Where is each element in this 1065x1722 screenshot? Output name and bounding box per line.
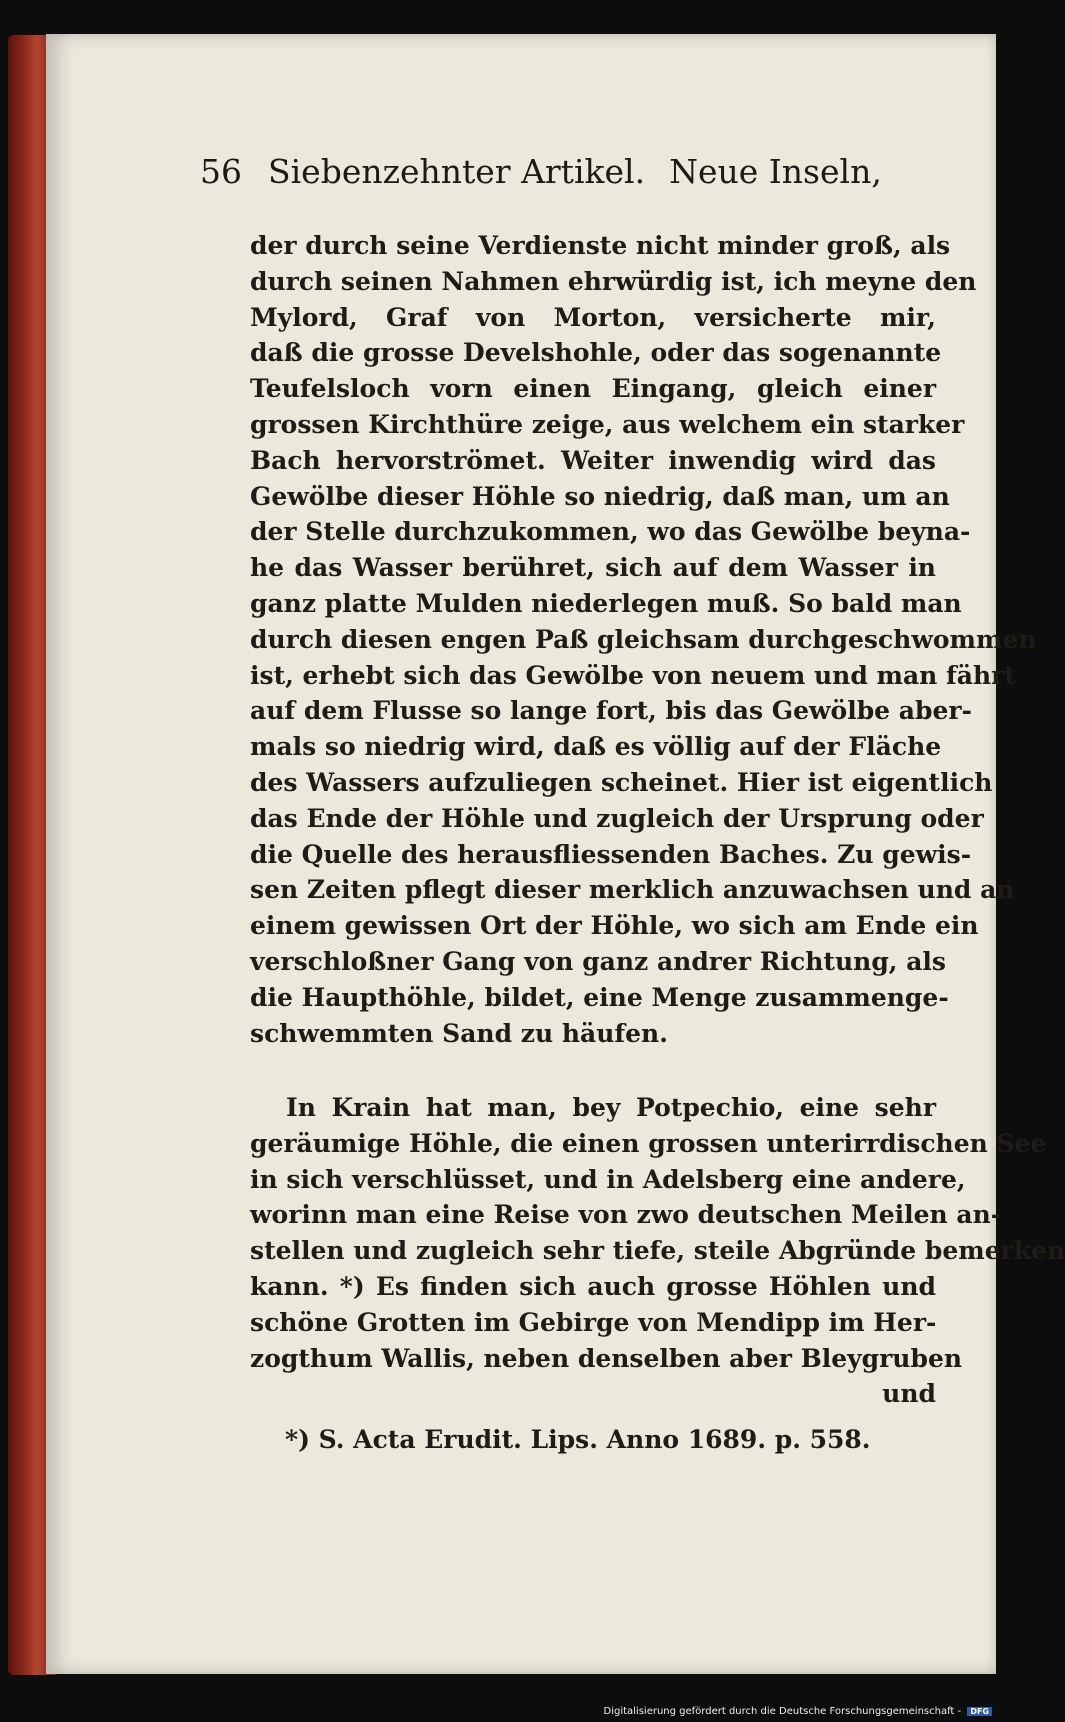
text-line: worinn man eine Reise von zwo deutschen Meilen an- xyxy=(250,1200,1002,1230)
running-title: Siebenzehnter Artikel. xyxy=(268,152,646,191)
text-line: des Wassers aufzuliegen scheinet. Hier ist eigentlich xyxy=(250,767,993,797)
text-line: zogthum Wallis, neben denselben aber Bleygruben xyxy=(250,1343,963,1373)
catchword: und xyxy=(882,1379,936,1409)
text-line: Gewölbe dieser Höhle so niedrig, daß man, um an xyxy=(250,481,950,511)
text-line: durch seinen Nahmen ehrwürdig ist, ich meyne den xyxy=(250,266,977,296)
text-line: kann. *) Es finden sich auch grosse Höhlen und xyxy=(250,1271,936,1301)
text-line: ganz platte Mulden niederlegen muß. So bald man xyxy=(250,588,962,618)
text-line: durch diesen engen Paß gleichsam durchgeschwommen xyxy=(250,624,1037,654)
page-number: 56 xyxy=(200,152,242,191)
text-line: das Ende der Höhle und zugleich der Ursprung oder xyxy=(250,803,984,833)
text-line: in sich verschlüsset, und in Adelsberg eine andere, xyxy=(250,1164,966,1194)
text-line: der Stelle durchzukommen, wo das Gewölbe beyna- xyxy=(250,517,971,547)
running-subtitle: Neue Inseln, xyxy=(669,152,882,191)
text-line: In Krain hat man, bey Potpechio, eine sehr xyxy=(286,1093,936,1122)
text-line: Bach hervorströmet. Weiter inwendig wird das xyxy=(250,445,936,475)
text-line: he das Wasser berühret, sich auf dem Wasser in xyxy=(250,553,936,583)
text-line: verschloßner Gang von ganz andrer Richtung, als xyxy=(250,946,946,976)
text-line: sen Zeiten pflegt dieser merklich anzuwachsen und an xyxy=(250,875,1015,905)
text-line: daß die grosse Develshohle, oder das sogenannte xyxy=(250,338,942,368)
text-line: Mylord, Graf von Morton, versicherte mir, xyxy=(250,302,936,332)
text-line: schwemmten Sand zu häufen. xyxy=(250,1018,668,1048)
dfg-logo-badge: DFG xyxy=(967,1707,992,1716)
paragraph-2 xyxy=(250,1090,1065,1412)
credit-text: Digitalisierung gefördert durch die Deutsche Forschungsgemeinschaft - xyxy=(603,1706,962,1717)
text-line: Teufelsloch vorn einen Eingang, gleich einer xyxy=(250,374,936,404)
text-line: die Quelle des herausfliessenden Baches. Zu gewis- xyxy=(250,839,972,869)
text-line: schöne Grotten im Gebirge von Mendipp im Her- xyxy=(250,1307,937,1337)
text-line: ist, erhebt sich das Gewölbe von neuem und man fährt xyxy=(250,660,1016,690)
running-header xyxy=(200,152,890,191)
text-line: geräumige Höhle, die einen grossen unterirrdischen See xyxy=(250,1128,1047,1158)
digitization-credit xyxy=(604,1706,993,1717)
footnote: *) S. Acta Erudit. Lips. Anno 1689. p. 558. xyxy=(285,1425,871,1454)
text-line: stellen und zugleich sehr tiefe, steile Abgründe bemerken xyxy=(250,1236,1065,1266)
text-line: auf dem Flusse so lange fort, bis das Gewölbe aber- xyxy=(250,696,972,726)
text-line: der durch seine Verdienste nicht minder groß, als xyxy=(250,231,951,260)
text-line: die Haupthöhle, bildet, eine Menge zusammenge- xyxy=(250,982,949,1012)
text-line: einem gewissen Ort der Höhle, wo sich am Ende ein xyxy=(250,911,979,941)
paragraph-1 xyxy=(250,228,1037,1051)
text-line: mals so niedrig wird, daß es völlig auf der Fläche xyxy=(250,732,942,762)
text-line: grossen Kirchthüre zeige, aus welchem ein starker xyxy=(250,409,965,439)
